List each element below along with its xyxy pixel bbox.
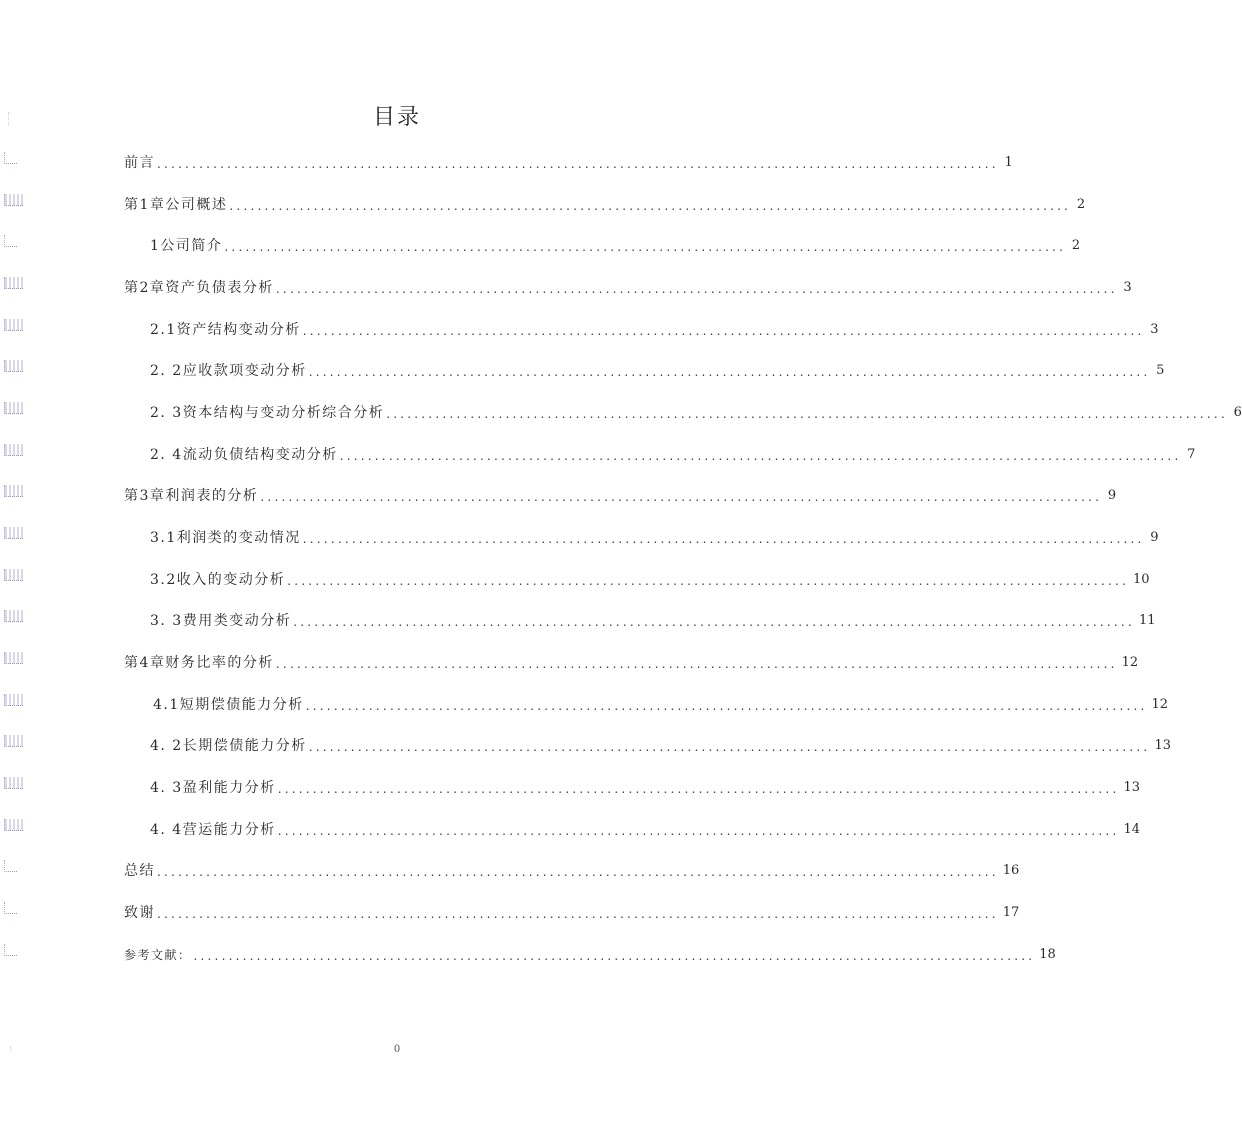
toc-entry-page: 16 [1002, 863, 1020, 878]
margin-mark [4, 527, 24, 539]
toc-entry[interactable] [124, 481, 1117, 505]
margin-mark [4, 152, 24, 164]
toc-leader-dots: ........................................................................................................................ [339, 449, 1182, 463]
toc-entry-page: 10 [1133, 572, 1150, 587]
toc-entry-label: 前言 [124, 155, 155, 171]
toc-entry-page: 3 [1123, 280, 1132, 295]
toc-entry-page: 12 [1151, 697, 1169, 712]
toc-entry[interactable] [150, 356, 1165, 380]
toc-entry-label: 致谢 [124, 905, 155, 921]
margin-mark [4, 819, 24, 831]
toc-entry[interactable] [124, 190, 1086, 214]
toc-entry[interactable] [150, 315, 1159, 339]
margin-mark [4, 860, 24, 872]
toc-entry-label: 1公司简介 [150, 238, 223, 254]
toc-entry[interactable] [124, 648, 1139, 672]
toc-entry-page: 12 [1121, 655, 1139, 670]
toc-entry-page: 9 [1150, 530, 1159, 545]
toc-entry-label: 总结 [124, 863, 155, 879]
toc-entry[interactable] [150, 565, 1150, 589]
toc-entry[interactable] [150, 231, 1081, 255]
toc-leader-dots: ........................................................................................................................ [302, 532, 1145, 546]
toc-entry[interactable] [124, 940, 1056, 964]
toc-leader-dots: ........................................................................................................................ [302, 324, 1145, 338]
toc-leader-dots: ........................................................................................................................ [293, 615, 1135, 629]
margin-mark [4, 735, 24, 747]
toc-entry-label: 2. 4流动负债结构变动分析 [150, 447, 338, 463]
toc-entry-label: 第3章利润表的分析 [124, 488, 259, 504]
toc-entry[interactable] [124, 856, 1020, 880]
margin-mark [4, 610, 24, 622]
margin-mark [4, 277, 24, 289]
toc-entry[interactable] [150, 606, 1156, 630]
toc-entry[interactable] [150, 731, 1171, 755]
toc-entry[interactable] [124, 898, 1020, 922]
margin-mark [4, 902, 24, 914]
margin-mark [4, 652, 24, 664]
toc-entry-label: 第4章财务比率的分析 [124, 655, 274, 671]
toc-entry-label: 3.2收入的变动分析 [150, 572, 286, 588]
toc-entry-label: 4. 4营运能力分析 [150, 822, 276, 838]
toc-entry-page: 7 [1187, 447, 1196, 462]
margin-mark [4, 485, 24, 497]
toc-leader-dots: ........................................................................................................................ [229, 199, 1072, 213]
toc-entry-label: 参考文献： [124, 948, 192, 962]
margin-mark [4, 194, 24, 206]
toc-entry-label: 3. 3费用类变动分析 [150, 613, 292, 629]
toc-entry-page: 2 [1076, 197, 1086, 212]
toc-entry-label: 4.1短期偿债能力分析 [153, 697, 304, 713]
toc-entry[interactable] [150, 815, 1140, 839]
toc-entry-page: 13 [1123, 780, 1140, 795]
toc-entry-page: 5 [1156, 363, 1165, 378]
toc-entry-label: 第1章公司概述 [124, 197, 228, 213]
toc-entry-page: 17 [1002, 905, 1020, 920]
toc-entry-page: 3 [1150, 322, 1159, 337]
toc-entry-page: 14 [1123, 822, 1140, 837]
margin-mark [4, 777, 24, 789]
margin-mark [4, 569, 24, 581]
toc-entry-page: 1 [1004, 155, 1013, 170]
toc-entry[interactable] [150, 523, 1159, 547]
toc-entry[interactable] [124, 148, 1013, 172]
toc-entry-page: 13 [1154, 738, 1171, 753]
toc-leader-dots: ........................................................................................................................ [157, 157, 999, 171]
toc-leader-dots: ........................................................................................................................ [157, 865, 999, 879]
toc-leader-dots: ........................................................................................................................ [386, 407, 1228, 421]
toc-entry-page: 11 [1138, 613, 1156, 628]
toc-leader-dots: ........................................................................................................................ [305, 699, 1148, 713]
toc-leader-dots: ........................................................................................................................ [287, 574, 1129, 588]
margin-mark [4, 319, 24, 331]
toc-entry-label: 3.1利润类的变动情况 [150, 530, 301, 546]
toc-entry[interactable] [150, 773, 1140, 797]
toc-entry-page: 2 [1071, 238, 1081, 253]
toc-entry-label: 4. 3盈利能力分析 [150, 780, 276, 796]
toc-leader-dots: ........................................................................................................................ [157, 907, 999, 921]
toc-leader-dots: ........................................................................................................................ [277, 824, 1120, 838]
toc-entry[interactable] [150, 398, 1242, 422]
toc-leader-dots: ........................................................................................................................ [275, 282, 1118, 296]
toc-entry-label: 2. 2应收款项变动分析 [150, 363, 307, 379]
page-title: 目录 [372, 105, 421, 130]
toc-entry-label: 2.1资产结构变动分析 [150, 322, 301, 338]
toc-entry-page: 18 [1039, 947, 1056, 962]
toc-leader-dots: ........................................................................................................................ [275, 657, 1118, 671]
page-number: 0 [393, 1044, 401, 1055]
margin-mark [4, 444, 24, 456]
toc-leader-dots: ........................................................................................................................ [193, 949, 1036, 963]
margin-mark [4, 402, 24, 414]
margin-mark [4, 694, 24, 706]
toc-entry-label: 第2章资产负债表分析 [124, 280, 274, 296]
toc-leader-dots: ........................................................................................................................ [224, 240, 1067, 254]
toc-entry-page: 9 [1107, 488, 1117, 503]
toc-entry[interactable] [153, 690, 1169, 714]
toc-leader-dots: ........................................................................................................................ [277, 782, 1120, 796]
toc-leader-dots: ........................................................................................................................ [308, 365, 1151, 379]
toc-entry-label: 4. 2长期偿债能力分析 [150, 738, 307, 754]
toc-leader-dots: ........................................................................................................................ [308, 740, 1151, 754]
margin-mark [4, 235, 24, 247]
toc-leader-dots: ........................................................................................................................ [260, 490, 1103, 504]
toc-entry-page: 6 [1233, 405, 1242, 420]
toc-entry-label: 2. 3资本结构与变动分析综合分析 [150, 405, 385, 421]
toc-entry[interactable] [124, 273, 1132, 297]
margin-mark [4, 360, 24, 372]
margin-mark [4, 944, 24, 956]
toc-entry[interactable] [150, 440, 1196, 464]
